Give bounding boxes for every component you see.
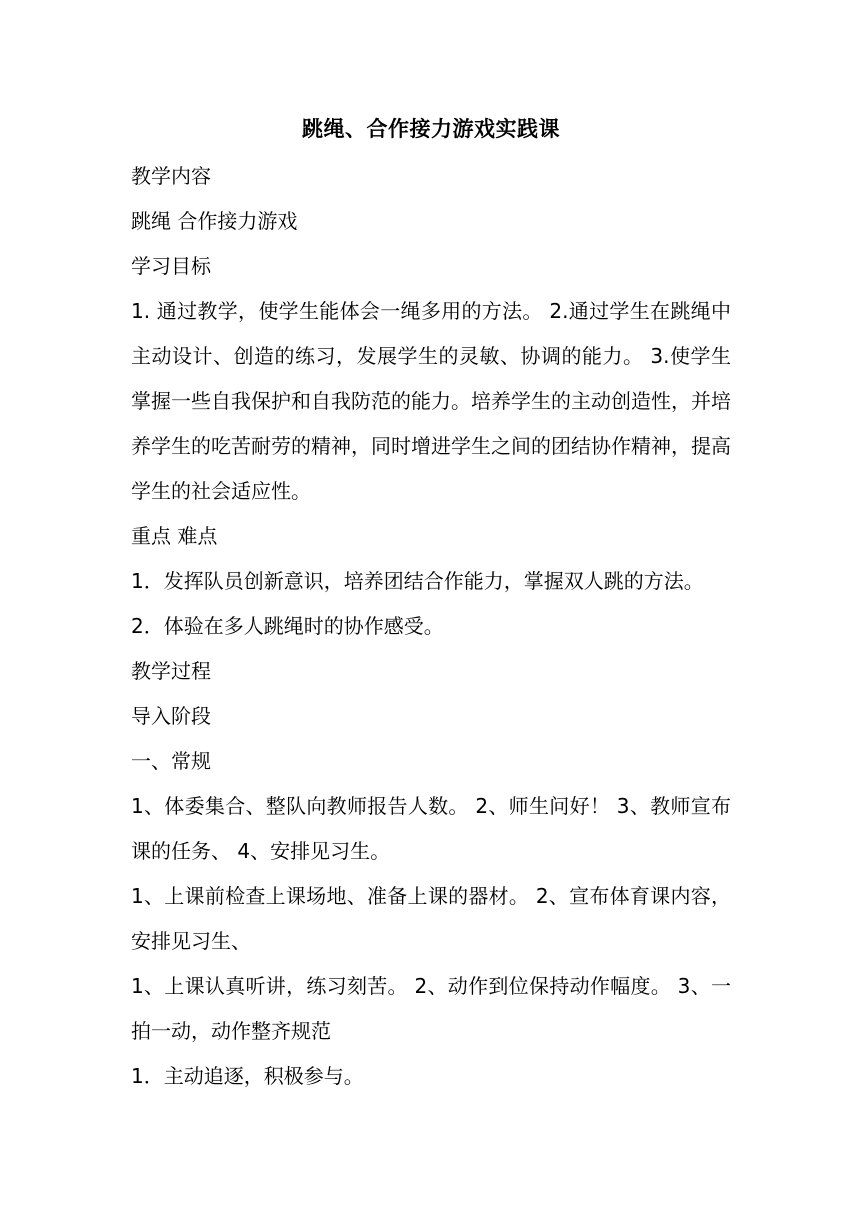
heading-learning-goals: 学习目标	[131, 254, 211, 278]
heading-routine: 一、常规	[131, 749, 211, 773]
heading-intro-stage: 导入阶段	[131, 704, 211, 728]
key-point-1: 1．发挥队员创新意识，培养团结合作能力，掌握双人跳的方法。	[131, 569, 704, 593]
heading-key-points: 重点 难点	[131, 524, 218, 548]
heading-teaching-process: 教学过程	[131, 659, 211, 683]
document-body	[131, 112, 731, 1099]
learning-goals-text: 1. 通过教学，使学生能体会一绳多用的方法。 2.通过学生在跳绳中主动设计、创造的练习，发展学生的灵敏、协调的能力。 3.使学生掌握一些自我保护和自我防范的能力。培养学生的主动创造性，并培养学生的吃苦耐劳的精神，同时增进学生之间的团结协作精神，提高学生的社会适应性。	[131, 299, 731, 503]
key-point-2: 2．体验在多人跳绳时的协作感受。	[131, 614, 444, 638]
document-title: 跳绳、合作接力游戏实践课	[302, 117, 560, 141]
teacher-steps: 1、上课前检查上课场地、准备上课的器材。 2、宣布体育课内容，安排见习生、	[131, 884, 731, 953]
routine-steps: 1、体委集合、整队向教师报告人数。 2、师生问好！ 3、教师宣布课的任务、 4、安排见习生。	[131, 794, 731, 863]
heading-teaching-content: 教学内容	[131, 164, 211, 188]
teaching-content-text: 跳绳 合作接力游戏	[131, 209, 298, 233]
student-requirements: 1、上课认真听讲，练习刻苦。 2、动作到位保持动作幅度。 3、一拍一动，动作整齐规范	[131, 974, 731, 1043]
participation-note: 1．主动追逐，积极参与。	[131, 1064, 364, 1088]
